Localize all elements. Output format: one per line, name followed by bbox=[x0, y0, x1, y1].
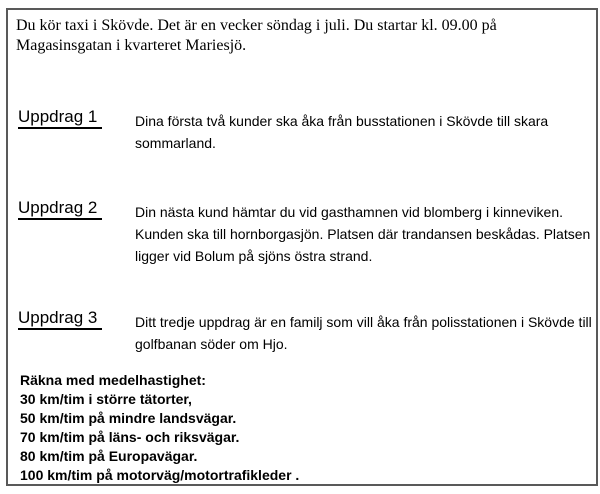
speed-item: 30 km/tim i större tätorter, bbox=[20, 391, 192, 407]
assignment-2 bbox=[18, 198, 592, 267]
assignment-1-text: Dina första två kunder ska åka från busstationen i Skövde till skara sommarland. bbox=[135, 113, 549, 151]
assignment-3-text: Ditt tredje uppdrag är en familj som vill åka från polisstationen i Skövde till golfbanan söder om Hjo. bbox=[135, 314, 592, 352]
speed-info-block bbox=[20, 371, 584, 485]
assignment-2-text: Din nästa kund hämtar du vid gasthamnen vid blomberg i kinneviken. Kunden ska till hornborgasjön. Platsen där trandansen beskådas. Platsen ligger vid Bolum på sjöns östra strand. bbox=[135, 204, 591, 264]
assignment-1 bbox=[18, 107, 592, 154]
speed-item: 80 km/tim på Europavägar. bbox=[20, 448, 198, 464]
assignment-3 bbox=[18, 308, 592, 355]
assignment-1-label bbox=[18, 107, 135, 127]
assignment-3-label bbox=[18, 308, 135, 328]
speed-item: 100 km/tim på motorväg/motortrafikleder . bbox=[20, 467, 300, 483]
intro-paragraph: Du kör taxi i Skövde. Det är en vecker söndag i juli. Du startar kl. 09.00 på Magasinsgatan i kvarteret Mariesjö. bbox=[16, 17, 497, 54]
speed-heading: Räkna med medelhastighet: bbox=[20, 372, 206, 388]
speed-item: 70 km/tim på läns- och riksvägar. bbox=[20, 429, 240, 445]
speed-item: 50 km/tim på mindre landsvägar. bbox=[20, 410, 237, 426]
worksheet-frame bbox=[6, 8, 598, 486]
assignment-3-label-text: Uppdrag 3 bbox=[18, 308, 102, 330]
assignment-2-label bbox=[18, 198, 135, 218]
assignment-1-label-text: Uppdrag 1 bbox=[18, 107, 102, 129]
assignment-2-label-text: Uppdrag 2 bbox=[18, 198, 102, 220]
